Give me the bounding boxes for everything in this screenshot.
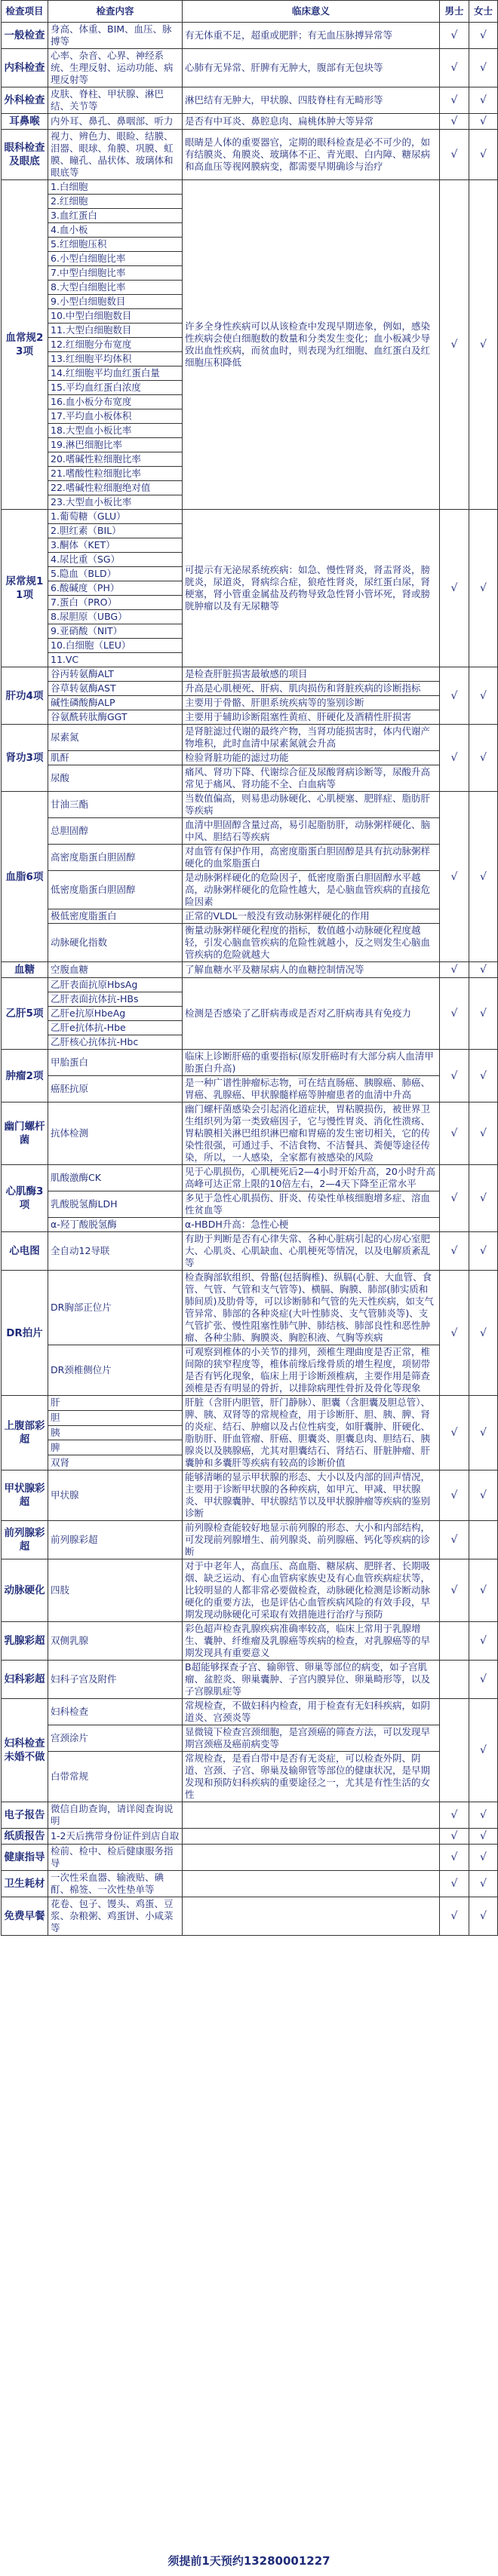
content-cell: 11.大型白细胞数目 — [48, 324, 183, 338]
male-check: √ — [440, 180, 469, 510]
content-cell: 皮肤、脊柱、甲状腺、淋巴结、关节等 — [48, 87, 183, 114]
meaning-cell: 检测是否感染了乙肝病毒或是否对乙肝病毒具有免疫力 — [183, 978, 440, 1050]
meaning-cell: 了解血糖水平及糖尿病人的血糖控制情况等 — [183, 962, 440, 978]
table-row — [2, 909, 498, 924]
female-check: √ — [469, 1897, 498, 1936]
female-check: √ — [469, 510, 498, 667]
category-cell: 血脂6项 — [2, 792, 48, 962]
content-cell: 甲状腺 — [48, 1470, 183, 1521]
meaning-cell: 检验肾脏功能的滤过功能 — [183, 751, 440, 765]
category-cell: 健康指导 — [2, 1845, 48, 1871]
meaning-cell: 眼睛是人体的重要器官，定期的眼科检查是必不可少的，如有结膜炎、角膜炎、玻璃体不正、青光眼、白内障、糖尿病和高血压等视网膜病变，都需要早期确诊与治疗 — [183, 130, 440, 180]
male-check: √ — [440, 130, 469, 180]
meaning-cell: 见于心肌损伤，心肌梗死后2—4小时开始升高，20小时升高高峰可达正常上限的10倍左右，2—4天下降至正常水平 — [183, 1165, 440, 1191]
content-cell: 极低密度脂蛋白 — [48, 909, 183, 924]
female-check — [469, 1521, 498, 1559]
male-check: √ — [440, 1559, 469, 1622]
male-check: √ — [440, 1802, 469, 1829]
table-row — [2, 1845, 498, 1871]
content-cell: 总胆固醇 — [48, 818, 183, 845]
table-row — [2, 792, 498, 818]
table-row — [2, 1752, 498, 1802]
content-cell: 乙肝表面抗原HbsAg — [48, 978, 183, 992]
male-check: √ — [440, 87, 469, 114]
meaning-cell: α-HBDH升高：急性心梗 — [183, 1218, 440, 1232]
meaning-cell: 升高是心肌梗死、肝病、肌肉损伤和肾脏疾病的诊断指标 — [183, 682, 440, 696]
meaning-cell: 可提示有无泌尿系统疾病：如急、慢性肾炎，肾盂肾炎，膀胱炎，尿道炎，肾病综合症，狼疮性肾炎，尿红蛋白尿，肾梗塞，肾小管重金属盐及药物导致急性肾小管坏死，肾或膀胱肿瘤以及有无尿糖等 — [183, 510, 440, 667]
meaning-cell: 对血管有保护作用，高密度脂蛋白胆固醇是具有抗动脉粥样硬化的血浆脂蛋白 — [183, 845, 440, 871]
table-row — [2, 1897, 498, 1936]
table-row — [2, 510, 498, 524]
female-check: √ — [469, 1271, 498, 1396]
category-cell: 甲状腺彩超 — [2, 1470, 48, 1521]
male-check: √ — [440, 792, 469, 962]
female-check: √ — [469, 130, 498, 180]
content-cell: 胆 — [48, 1410, 183, 1425]
content-cell: 视力、辨色力、眼睑、结膜、泪器、眼球、角膜、巩膜、虹膜、瞳孔、晶状体、玻璃体和眼底等 — [48, 130, 183, 180]
content-cell: 5.红细胞压积 — [48, 238, 183, 252]
content-cell: 乙肝e抗体抗-Hbe — [48, 1021, 183, 1035]
meaning-cell: 彩色超声检查乳腺疾病准确率较高，临床上常用于乳腺增生、囊肿、纤维瘤及乳腺癌等疾病的检查，对乳腺癌等的早期发现具有重要意义 — [183, 1622, 440, 1661]
female-check: √ — [469, 87, 498, 114]
category-cell: 免费早餐 — [2, 1897, 48, 1936]
female-check: √ — [469, 1871, 498, 1897]
content-cell: 23.大型血小板比率 — [48, 495, 183, 510]
male-check: √ — [440, 1271, 469, 1396]
content-cell: 尿酸 — [48, 765, 183, 792]
meaning-cell: 是检查肝脏损害最敏感的项目 — [183, 667, 440, 682]
table-row — [2, 23, 498, 49]
female-check: √ — [469, 792, 498, 962]
appointment-footer: 须提前1天预约13280001227 — [168, 2554, 330, 2568]
content-cell: 11.VC — [48, 653, 183, 667]
content-cell: 双侧乳腺 — [48, 1622, 183, 1661]
category-cell: 乳腺彩超 — [2, 1622, 48, 1661]
content-cell: 2.红细胞 — [48, 195, 183, 209]
content-cell: 3.酮体（KET） — [48, 538, 183, 553]
meaning-cell: B超能够探查子宫、输卵管、卵巢等部位的病变，如子宫肌瘤、盆腔炎、卵巢囊肿、子宫内膜异位、卵巢畸形等，以及子宫腺肌症等 — [183, 1661, 440, 1699]
female-check: √ — [469, 725, 498, 792]
meaning-cell: 能够清晰的显示甲状腺的形态、大小以及内部的回声情况，主要用于诊断甲状腺的各种疾病，如甲亢、甲减、甲状腺炎、甲状腺囊肿、甲状腺结节以及甲状腺肿瘤等疾病的鉴别诊断 — [183, 1470, 440, 1521]
content-cell: 9.小型白细胞数目 — [48, 295, 183, 309]
table-row — [2, 1802, 498, 1829]
category-cell: 心肌酶3项 — [2, 1165, 48, 1232]
meaning-cell: 有助于判断是否有心律失常、各种心脏病引起的心房心室肥大、心肌炎、心肌缺血、心肌梗死等情况，以及电解质紊乱等 — [183, 1232, 440, 1271]
content-cell: 检前、检中、检后健康服务指导 — [48, 1845, 183, 1871]
content-cell: 9.亚硝酸（NIT） — [48, 624, 183, 639]
female-check: √ — [469, 1829, 498, 1845]
table-row — [2, 924, 498, 962]
table-header-row — [2, 1, 498, 23]
content-cell: 妇科检查 — [48, 1699, 183, 1725]
content-cell: 谷丙转氨酶ALT — [48, 667, 183, 682]
content-cell: 乙肝表面抗体抗-HBs — [48, 992, 183, 1007]
table-row — [2, 49, 498, 87]
meaning-cell: 有无体重不足，超重或肥胖；有无血压脉搏异常等 — [183, 23, 440, 49]
content-cell: 前列腺彩超 — [48, 1521, 183, 1559]
male-check: √ — [440, 978, 469, 1050]
female-check: √ — [469, 667, 498, 725]
category-cell: 上腹部彩超 — [2, 1396, 48, 1470]
table-row — [2, 1050, 498, 1076]
category-cell: 一般检查 — [2, 23, 48, 49]
table-row — [2, 130, 498, 180]
content-cell: 10.白细胞（LEU） — [48, 639, 183, 653]
content-cell: 17.平均血小板体积 — [48, 409, 183, 424]
content-cell: 5.隐血（BLD） — [48, 567, 183, 581]
content-cell: 脾 — [48, 1440, 183, 1455]
content-cell: 身高、体重、BIM、血压、脉搏等 — [48, 23, 183, 49]
content-cell: 肌酐 — [48, 751, 183, 765]
content-cell: 1.葡萄糖（GLU） — [48, 510, 183, 524]
content-cell: 8.大型白细胞比率 — [48, 281, 183, 295]
content-cell: 10.中型白细胞数目 — [48, 309, 183, 324]
female-check: √ — [469, 1802, 498, 1829]
category-cell: 动脉硬化 — [2, 1559, 48, 1622]
table-body — [2, 23, 498, 1936]
category-cell: 尿常规11项 — [2, 510, 48, 667]
meaning-cell — [183, 1871, 440, 1897]
male-check: √ — [440, 667, 469, 725]
content-cell: 19.淋巴细胞比率 — [48, 438, 183, 452]
content-cell: 微信自助查询，请详阅查询说明 — [48, 1802, 183, 1829]
meaning-cell: 肝脏（含肝内胆管，肝门静脉）、胆囊（含胆囊及胆总管）、脾、胰、双肾等的常规检查，用于诊断肝、胆、胰、脾、肾的炎症、结石、肿瘤以及占位性病变，如肝囊肿、肝硬化、脂肪肝、肝血管瘤、肝癌、胆囊炎、胆囊息肉、胆结石、胰腺炎以及胰腺癌，尤其对胆囊结石、肾结石、肝脏肿瘤、肝囊肿和多囊肝等疾病有较高的诊断价值 — [183, 1396, 440, 1470]
category-cell: 耳鼻喉 — [2, 114, 48, 130]
content-cell: 甲胎蛋白 — [48, 1050, 183, 1076]
meaning-cell: 显微镜下检查宫颈细胞，是宫颈癌的筛查方法，可以发现早期宫颈癌及癌前病变等 — [183, 1725, 440, 1752]
meaning-cell: 正常的VLDL一般没有致动脉粥样硬化的作用 — [183, 909, 440, 924]
male-check: √ — [440, 1845, 469, 1871]
meaning-cell: 是肾脏滤过代谢的最终产物，当肾功能损害时，体内代谢产物堆积，此时血清中尿素氮就会升高 — [183, 725, 440, 751]
meaning-cell: 淋巴结有无肿大，甲状腺、四肢脊柱有无畸形等 — [183, 87, 440, 114]
header-category: 检查项目 — [2, 1, 48, 23]
content-cell: 动脉硬化指数 — [48, 924, 183, 962]
female-check: √ — [469, 1232, 498, 1271]
content-cell: 4.血小板 — [48, 223, 183, 238]
category-cell: 眼科检查及眼底 — [2, 130, 48, 180]
table-row — [2, 114, 498, 130]
content-cell: 空腹血糖 — [48, 962, 183, 978]
meaning-cell — [183, 1802, 440, 1829]
table-row — [2, 871, 498, 909]
content-cell: 6.小型白细胞比率 — [48, 252, 183, 266]
meaning-cell: 对于中老年人，高血压、高血脂、糖尿病、肥胖者、长期吸烟、缺乏运动、有心血管病家族史及有心血管疾病症状等，比较明显的人都非常必要做检查，动脉硬化检测是诊断动脉硬化的重要方法，也是评估心血管疾病风险的有效手段，早期发现动脉硬化可采取有效措施进行治疗与预防 — [183, 1559, 440, 1622]
female-check: √ — [469, 1165, 498, 1232]
table-row — [2, 962, 498, 978]
content-cell: 肌酸激酶CK — [48, 1165, 183, 1191]
table-row — [2, 1661, 498, 1699]
table-row — [2, 1232, 498, 1271]
content-cell: 4.尿比重（SG） — [48, 553, 183, 567]
table-row — [2, 696, 498, 710]
table-row — [2, 1829, 498, 1845]
female-check: √ — [469, 1050, 498, 1102]
table-row — [2, 765, 498, 792]
table-row — [2, 1521, 498, 1559]
category-cell: 前列腺彩超 — [2, 1521, 48, 1559]
male-check: √ — [440, 1470, 469, 1521]
female-check: √ — [469, 49, 498, 87]
content-cell: 低密度脂蛋白胆固醇 — [48, 871, 183, 909]
male-check: √ — [440, 725, 469, 792]
content-cell: 高密度脂蛋白胆固醇 — [48, 845, 183, 871]
content-cell: 心率、杂音、心界、神经系统、生理反射、运动功能、病理反射等 — [48, 49, 183, 87]
meaning-cell: 是否有中耳炎、鼻腔息肉、扁桃体肿大等异常 — [183, 114, 440, 130]
female-check: √ — [469, 1661, 498, 1699]
male-check: √ — [440, 1396, 469, 1470]
content-cell: 20.嗜碱性粒细胞比率 — [48, 452, 183, 467]
table-row — [2, 1559, 498, 1622]
meaning-cell: 常规检查，是看白带中是否有无炎症，可以检查外阴、阴道、宫颈、子宫、卵巢及输卵管等部位的健康状况，是早期发现和预防妇科疾病的重要途径之一，尤其是有性生活的女性 — [183, 1752, 440, 1802]
category-cell: 卫生耗材 — [2, 1871, 48, 1897]
table-row — [2, 751, 498, 765]
meaning-cell: 主要用于骨骼、肝胆系统疾病等的鉴别诊断 — [183, 696, 440, 710]
female-check: √ — [469, 114, 498, 130]
table-row — [2, 1165, 498, 1191]
table-row — [2, 1102, 498, 1165]
content-cell: 肝 — [48, 1396, 183, 1411]
female-check: √ — [469, 23, 498, 49]
meaning-cell: 多见于急性心肌损伤、肝炎、传染性单核细胞增多症、溶血性贫血等 — [183, 1191, 440, 1218]
category-cell: 纸质报告 — [2, 1829, 48, 1845]
female-check: √ — [469, 1622, 498, 1661]
table-row — [2, 1622, 498, 1661]
category-cell: 肿瘤2项 — [2, 1050, 48, 1102]
male-check: √ — [440, 962, 469, 978]
content-cell: 谷草转氨酶AST — [48, 682, 183, 696]
male-check — [440, 1661, 469, 1699]
header-content: 检查内容 — [48, 1, 183, 23]
meaning-cell: 心肺有无异常、肝脾有无肿大，腹部有无包块等 — [183, 49, 440, 87]
content-cell: 尿素氮 — [48, 725, 183, 751]
meaning-cell: 许多全身性疾病可以从该检查中发现早期迹象，例如，感染性疾病会使白细胞数的数量和分类发生变化；血小板减少导致出血性疾病，而贫血时，则表现为红细胞、血红蛋白及红细胞压积降低 — [183, 180, 440, 510]
content-cell: 碱性磷酸酶ALP — [48, 696, 183, 710]
male-check: √ — [440, 23, 469, 49]
content-cell: DR胸部正位片 — [48, 1271, 183, 1345]
category-cell: 肝功4项 — [2, 667, 48, 725]
checkup-table — [1, 0, 498, 1936]
category-cell: 妇科彩超 — [2, 1661, 48, 1699]
female-check: √ — [469, 1845, 498, 1871]
content-cell: 乙肝核心抗体抗-Hbc — [48, 1035, 183, 1050]
content-cell: 全自动12导联 — [48, 1232, 183, 1271]
category-cell: 电子报告 — [2, 1802, 48, 1829]
content-cell: 宫颈涂片 — [48, 1725, 183, 1752]
female-check: √ — [469, 1470, 498, 1521]
female-check: √ — [469, 1396, 498, 1470]
content-cell: 一次性采血器、输液贴、碘酊、棉签、一次性垫单等 — [48, 1871, 183, 1897]
category-cell: 妇科检查未婚不做 — [2, 1699, 48, 1802]
table-row — [2, 818, 498, 845]
male-check: √ — [440, 1897, 469, 1936]
content-cell: 1-2天后携带身份证件到店自取 — [48, 1829, 183, 1845]
table-row — [2, 1470, 498, 1521]
content-cell: 双肾 — [48, 1455, 183, 1470]
content-cell: 8.尿胆原（UBG） — [48, 610, 183, 624]
male-check: √ — [440, 1829, 469, 1845]
content-cell: 3.血红蛋白 — [48, 209, 183, 223]
table-row — [2, 682, 498, 696]
meaning-cell: 主要用于辅助诊断阻塞性黄疸、肝硬化及酒精性肝损害 — [183, 710, 440, 725]
table-row — [2, 1218, 498, 1232]
table-row — [2, 667, 498, 682]
meaning-cell — [183, 1829, 440, 1845]
content-cell: 甘油三酯 — [48, 792, 183, 818]
table-row — [2, 845, 498, 871]
header-meaning: 临床意义 — [183, 1, 440, 23]
female-check: √ — [469, 180, 498, 510]
content-cell: 21.嗜酸性粒细胞比率 — [48, 467, 183, 481]
female-check: √ — [469, 1102, 498, 1165]
content-cell: 18.大型血小板比率 — [48, 424, 183, 438]
table-row — [2, 1076, 498, 1102]
male-check: √ — [440, 510, 469, 667]
meaning-cell: 常规检查，不做妇科内检查，用于检查有无妇科疾病，如阴道炎、宫颈炎等 — [183, 1699, 440, 1725]
female-check: √ — [469, 1699, 498, 1802]
table-row — [2, 1191, 498, 1218]
meaning-cell — [183, 1897, 440, 1936]
female-check: √ — [469, 1559, 498, 1622]
meaning-cell: 当数值偏高，则易患动脉硬化、心肌梗塞、肥胖症、脂肪肝等疾病 — [183, 792, 440, 818]
meaning-cell: 检查胸部软组织、骨骼(包括胸椎)、纵膈(心脏、大血管、食管、气管、气管和支气管等)、横膈、胸膜、肺部(肺实质和肺间质)及肋骨等，可以诊断肺和气管的先天性疾病，如支气管异常、肺部的各种炎症(大叶性肺炎、支气管肺炎等)、支气管扩张、慢性阻塞性肺气肿、肺结核、肺部良性和恶性肿瘤、各种尘肺、胸膜炎、胸腔积液、气胸等疾病 — [183, 1271, 440, 1345]
table-row — [2, 1725, 498, 1752]
content-cell: 癌胚抗原 — [48, 1076, 183, 1102]
content-cell: 胰 — [48, 1425, 183, 1440]
table-row — [2, 1271, 498, 1345]
male-check — [440, 1622, 469, 1661]
content-cell: 22.嗜碱性粒细胞绝对值 — [48, 481, 183, 495]
table-row — [2, 725, 498, 751]
category-cell: DR拍片 — [2, 1271, 48, 1396]
content-cell: 白带常规 — [48, 1752, 183, 1802]
category-cell: 血糖 — [2, 962, 48, 978]
content-cell: 花卷、包子、馒头、鸡蛋、豆浆、杂粮粥、鸡蛋饼、小咸菜等 — [48, 1897, 183, 1936]
category-cell: 血常规23项 — [2, 180, 48, 510]
table-row — [2, 180, 498, 195]
category-cell: 外科检查 — [2, 87, 48, 114]
content-cell: α-羟丁酸脱氢酶 — [48, 1218, 183, 1232]
content-cell: 12.红细胞分布宽度 — [48, 338, 183, 352]
meaning-cell: 是一种广谱性肿瘤标志物，可在结直肠癌、胰腺癌、肺癌、胃癌、乳腺癌、甲状腺髓样癌等肿瘤患者的血清中升高 — [183, 1076, 440, 1102]
category-cell: 肾功3项 — [2, 725, 48, 792]
table-row — [2, 1871, 498, 1897]
meaning-cell — [183, 1845, 440, 1871]
table-row — [2, 978, 498, 992]
table-row — [2, 710, 498, 725]
male-check: √ — [440, 1232, 469, 1271]
table-row — [2, 1396, 498, 1411]
content-cell: 16.血小板分布宽度 — [48, 395, 183, 409]
content-cell: 6.酸碱度（PH） — [48, 581, 183, 596]
meaning-cell: 临床上诊断肝癌的重要指标(原发肝癌时有大部分病人血清甲胎蛋白升高) — [183, 1050, 440, 1076]
content-cell: DR颈椎侧位片 — [48, 1345, 183, 1396]
content-cell: 2.胆红素（BIL） — [48, 524, 183, 538]
content-cell: 7.中型白细胞比率 — [48, 266, 183, 281]
content-cell: 13.红细胞平均体积 — [48, 352, 183, 366]
male-check: √ — [440, 49, 469, 87]
content-cell: 乳酸脱氢酶LDH — [48, 1191, 183, 1218]
category-cell: 乙肝5项 — [2, 978, 48, 1050]
male-check: √ — [440, 1165, 469, 1232]
meaning-cell: 幽门螺杆菌感染会引起消化道症状，胃粘膜损伤，被世界卫生组织列为第一类致癌因子，它与慢性胃炎、消化性溃疡、胃粘膜相关淋巴组织淋巴瘤和胃癌的发生密切相关，它的传染性很强，可通过手、不洁食物、不洁餐具、粪便等途径传染，所以，一人感染，全家都有被感染的风险 — [183, 1102, 440, 1165]
header-female: 女士 — [469, 1, 498, 23]
content-cell: 四肢 — [48, 1559, 183, 1622]
male-check: √ — [440, 1521, 469, 1559]
meaning-cell: 血清中胆固醇含量过高，易引起脂肪肝，动脉粥样硬化、脑中风、胆结石等疾病 — [183, 818, 440, 845]
meaning-cell: 可观察到椎体的小关节的排列，颈椎生理曲度是否正常，椎间隙的狭窄程度等，椎体前缘后缘骨质的增生程度，项韧带是否有钙化现象，临床上用于诊断颈椎病，主要作用是筛查颈椎是否有明显的骨折，以排除病理性骨折及骨化等现象 — [183, 1345, 440, 1396]
female-check: √ — [469, 962, 498, 978]
meaning-cell: 是动脉粥样硬化的危险因子，低密度脂蛋白胆固醇水平越高，动脉粥样硬化的危险性越大，是心脑血管疾病的直接危险因素 — [183, 871, 440, 909]
content-cell: 谷氨酰转肽酶GGT — [48, 710, 183, 725]
meaning-cell: 前列腺检查能较好地显示前列腺的形态、大小和内部结构，可发现前列腺增生、前列腺炎、前列腺癌、钙化等疾病的诊断 — [183, 1521, 440, 1559]
content-cell: 1.白细胞 — [48, 180, 183, 195]
content-cell: 15.平均血红蛋白浓度 — [48, 381, 183, 395]
table-row — [2, 87, 498, 114]
female-check: √ — [469, 978, 498, 1050]
content-cell: 妇科子宫及附件 — [48, 1661, 183, 1699]
male-check: √ — [440, 1050, 469, 1102]
male-check: √ — [440, 114, 469, 130]
male-check — [440, 1699, 469, 1802]
meaning-cell: 衡量动脉粥样硬化程度的指标，数值越小动脉硬化程度越轻，引发心脑血管疾病的危险性就越小，反之则发生心脑血管疾病的危险就越大 — [183, 924, 440, 962]
male-check: √ — [440, 1871, 469, 1897]
header-male: 男士 — [440, 1, 469, 23]
meaning-cell: 痛风、肾功下降、代谢综合征及尿酸肾病诊断等，尿酸升高常见于痛风、肾功能不全、白血病等 — [183, 765, 440, 792]
content-cell: 内外耳、鼻孔、鼻咽部、听力 — [48, 114, 183, 130]
category-cell: 幽门螺杆菌 — [2, 1102, 48, 1165]
category-cell: 心电图 — [2, 1232, 48, 1271]
table-row — [2, 1345, 498, 1396]
content-cell: 14.红细胞平均血红蛋白量 — [48, 366, 183, 381]
content-cell: 抗体检测 — [48, 1102, 183, 1165]
content-cell: 乙肝e抗原HbeAg — [48, 1007, 183, 1021]
table-row — [2, 1699, 498, 1725]
content-cell: 7.蛋白（PRO） — [48, 596, 183, 610]
category-cell: 内科检查 — [2, 49, 48, 87]
male-check: √ — [440, 1102, 469, 1165]
